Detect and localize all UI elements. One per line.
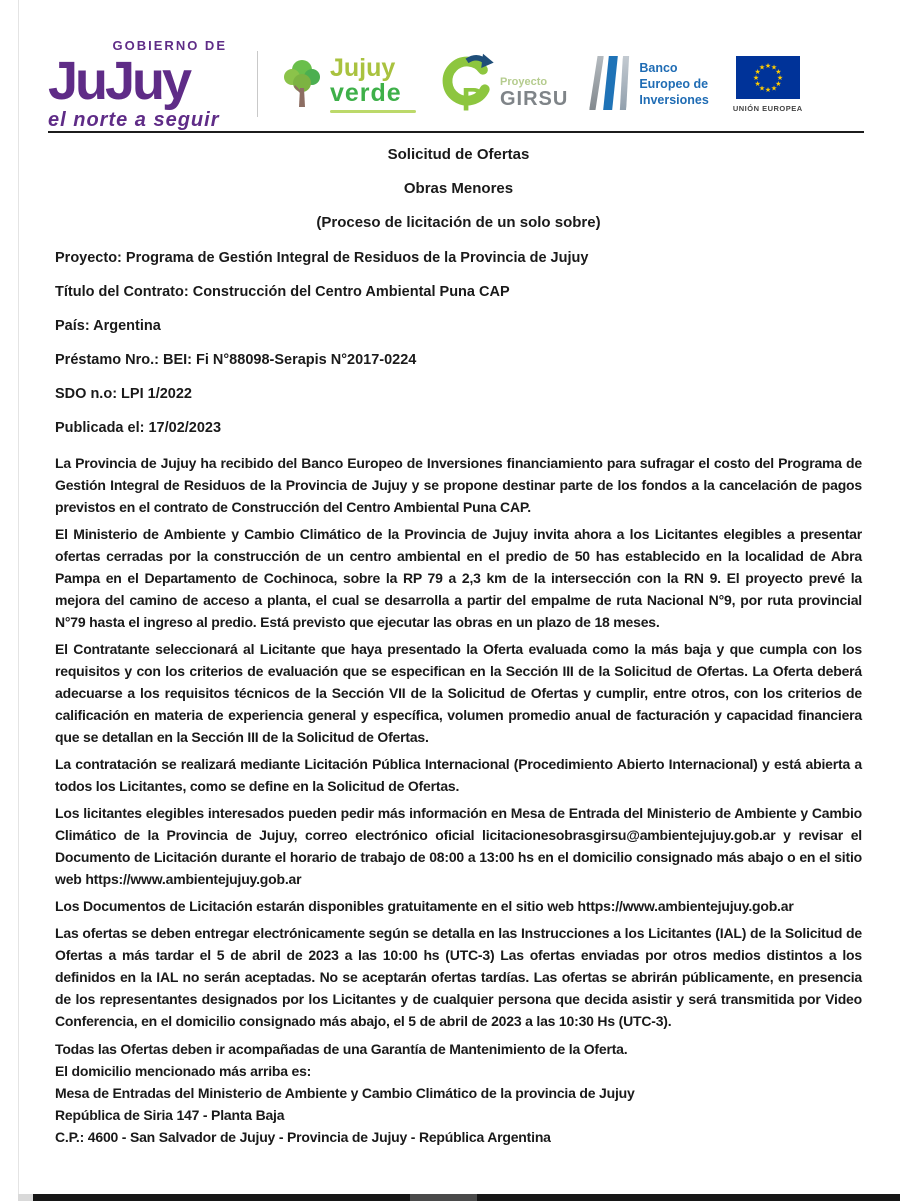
- document-title-line-2: Obras Menores: [403, 180, 514, 197]
- girsu-text: [500, 77, 568, 116]
- gobierno-de-label: GOBIERNO DE: [112, 37, 227, 53]
- svg-text:★: ★: [776, 74, 783, 82]
- bei-text: [639, 60, 708, 109]
- paragraph-procedure: La contratación se realizará mediante Licitación Pública Internacional (Procedimiento Abierto Internacional) y está abierta a todos los Licitantes, como se define en la Solicitud de Ofertas.: [55, 756, 862, 794]
- meta-titulo-contrato: Título del Contrato: Construcción del Centro Ambiental Puna CAP: [55, 284, 510, 300]
- paragraph-selection-criteria: El Contratante seleccionará al Licitante que haya presentado la Oferta evaluada como la más baja y que cumpla con los requisitos y con los criterios de evaluación que se especifican en la Sección III de la Solicitud de Ofertas. La Oferta deberá adecuarse a los requisitos técnicos de la Sección VII de la Solicitud de Ofertas y cumplir, entre otros, con los criterios de calificación en materia de experiencia general y específica, volumen promedio anual de facturación y capacidad financiera que se detallan en la Sección III de la Solicitud de Ofertas.: [55, 641, 862, 745]
- girsu-logo: [440, 52, 568, 116]
- page-left-edge: [18, 0, 19, 1201]
- document-title-line-3: (Proceso de licitación de un solo sobre): [316, 214, 601, 231]
- scrollbar-thumb[interactable]: [410, 1194, 477, 1201]
- gobierno-jujuy-logo: [48, 39, 233, 130]
- svg-text:★: ★: [764, 86, 771, 94]
- jujuy-verde-tagline: [330, 110, 416, 113]
- document-content: [55, 146, 862, 1148]
- closing-block: [55, 1038, 862, 1148]
- bottom-bar-cap: [18, 1194, 33, 1201]
- bei-logo: [592, 56, 708, 112]
- horizontal-scrollbar: [33, 1194, 900, 1201]
- meta-prestamo: Préstamo Nro.: BEI: Fi N°88098-Serapis N°2017-0224: [55, 352, 417, 368]
- closing-address-intro: El domicilio mencionado más arriba es:: [55, 1063, 312, 1079]
- girsu-proyecto-label: Proyecto: [500, 76, 548, 89]
- svg-text:P: P: [461, 81, 484, 116]
- meta-proyecto: Proyecto: Programa de Gestión Integral de Residuos de la Provincia de Jujuy: [55, 250, 589, 266]
- svg-text:★: ★: [775, 80, 782, 88]
- svg-text:★: ★: [758, 64, 765, 72]
- closing-address-city: C.P.: 4600 - San Salvador de Jujuy - Provincia de Jujuy - República Argentina: [55, 1129, 551, 1145]
- header-rule: [48, 131, 864, 133]
- svg-text:★: ★: [754, 68, 761, 76]
- paragraph-documents: Los Documentos de Licitación estarán disponibles gratuitamente en el sitio web https://www.ambientejujuy.gob.ar: [55, 898, 794, 914]
- meta-publicada: Publicada el: 17/02/2023: [55, 420, 222, 436]
- eu-logo: [733, 56, 803, 113]
- eu-flag-icon: [736, 56, 800, 99]
- paragraph-invitation: El Ministerio de Ambiente y Cambio Climático de la Provincia de Jujuy invita ahora a los Licitantes elegibles a presentar ofertas cerradas por la construcción de un centro ambiental en el predio de 50 has establecido en la localidad de Abra Pampa en el Departamento de Cochinoca, sobre la RP 79 a 2,3 km de la intersección con la RN 9. El proyecto prevé la mejora del camino de acceso a planta, el cual se desarrolla a partir del empalme de ruta Nacional N°9, por ruta provincial N°79 hasta el ingreso al predio. Está previsto que ejecutar las obras en un plazo de 18 meses.: [55, 526, 862, 630]
- meta-pais: País: Argentina: [55, 318, 161, 334]
- jujuy-verde-line1: Jujuy: [330, 53, 396, 82]
- jujuy-verde-text: [330, 53, 416, 113]
- bei-bars-icon: [592, 56, 629, 112]
- girsu-gp-icon: [440, 52, 494, 116]
- jujuy-verde-logo: [282, 53, 416, 113]
- paragraph-submission: Las ofertas se deben entregar electrónicamente según se detalla en las Instrucciones a los Licitantes (IAL) de la Solicitud de Ofertas a más tardar el 5 de abril de 2023 a las 10:00 hs (UTC-3) Las ofertas enviadas por otros medios distintos a los definidos en la IAL no serán aceptadas. No se aceptarán ofertas tardías. Las ofertas se abrirán públicamente, en presencia de los representantes designados por los Licitantes y de cualquier persona que decida asistir y será transmitida por Video Conferencia, en el domicilio consignado más abajo, el 5 de abril de 2023 a las 10:30 Hs (UTC-3).: [55, 925, 862, 1029]
- meta-sdo: SDO n.o: LPI 1/2022: [55, 386, 192, 402]
- closing-address-office: Mesa de Entradas del Ministerio de Ambiente y Cambio Climático de la provincia de Jujuy: [55, 1085, 635, 1101]
- svg-text:★: ★: [752, 74, 759, 82]
- svg-text:★: ★: [770, 64, 777, 72]
- eu-caption: UNIÓN EUROPEA: [732, 103, 803, 113]
- document-title-line-1: Solicitud de Ofertas: [387, 146, 530, 163]
- paragraph-financing: La Provincia de Jujuy ha recibido del Banco Europeo de Inversiones financiamiento para sufragar el costo del Programa de Gestión Integral de Residuos de la Provincia de Jujuy y se propone destinar parte de los fondos a la cancelación de pagos previstos en el contrato de Construcción del Centro Ambiental Puna CAP.: [55, 455, 862, 515]
- gobierno-tagline: el norte a seguir: [48, 108, 220, 131]
- paragraph-information: Los licitantes elegibles interesados pueden pedir más información en Mesa de Entrada del Ministerio de Ambiente y Cambio Climático de la Provincia de Jujuy, correo electrónico oficial licitacionesobrasgirsu@ambientejujuy.gob.ar y revisar el Documento de Licitación durante el horario de trabajo de 08:00 a 13:00 hs en el domicilio consignado más abajo o en el sitio web https://www.ambientejujuy.gob.ar: [55, 805, 862, 887]
- girsu-label: GIRSU: [500, 88, 569, 110]
- tree-icon: [282, 57, 322, 111]
- closing-guarantee: Todas las Ofertas deben ir acompañadas de una Garantía de Mantenimiento de la Oferta.: [55, 1041, 628, 1057]
- bei-line2: Europeo de: [639, 76, 709, 91]
- svg-text:★: ★: [770, 84, 777, 92]
- bei-line1: Banco: [639, 60, 678, 75]
- bei-line3: Inversiones: [639, 93, 709, 108]
- logo-divider: [257, 51, 258, 117]
- closing-address-street: República de Siria 147 - Planta Baja: [55, 1107, 285, 1123]
- svg-text:★: ★: [775, 68, 782, 76]
- svg-text:★: ★: [754, 80, 761, 88]
- jujuy-verde-line2: verde: [330, 78, 402, 107]
- jujuy-wordmark: JuJuy: [48, 50, 190, 111]
- logo-header: [48, 36, 862, 132]
- svg-text:★: ★: [764, 62, 771, 70]
- svg-text:★: ★: [758, 84, 765, 92]
